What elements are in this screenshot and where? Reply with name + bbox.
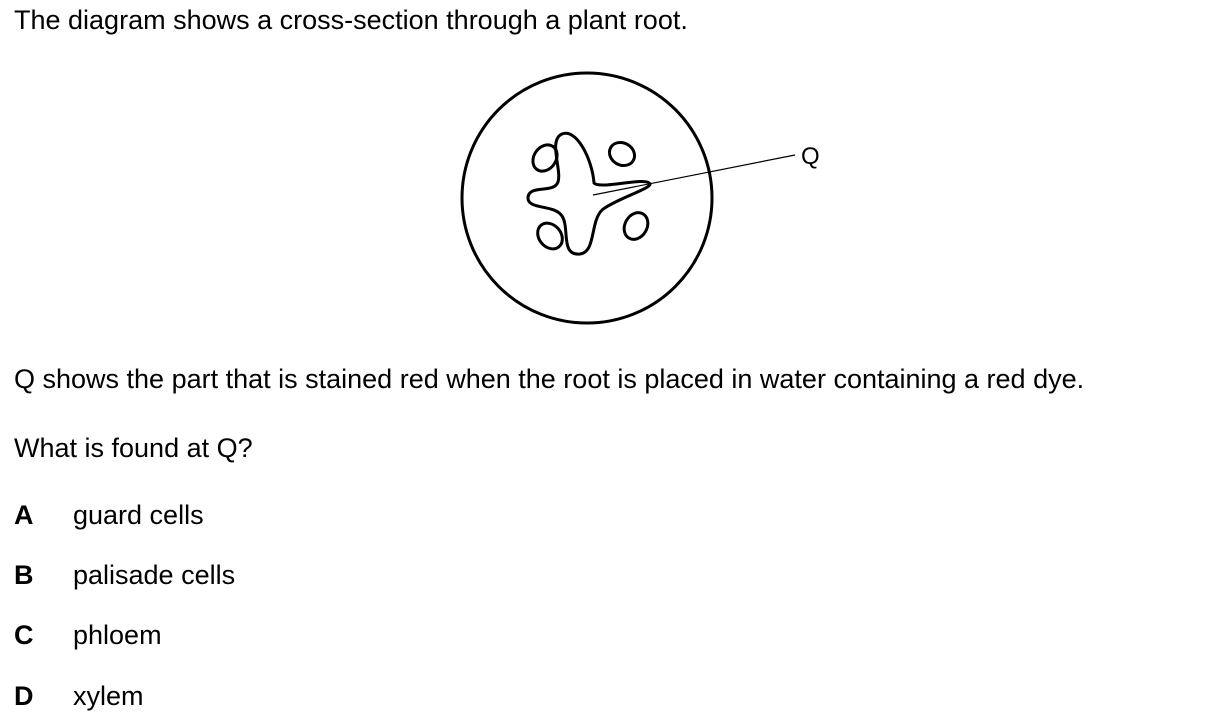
root-outline xyxy=(462,73,712,323)
question-stem: Q shows the part that is stained red when the root is placed in water containing a red dye. xyxy=(14,364,1085,394)
q-label: Q xyxy=(801,143,820,170)
option-text: phloem xyxy=(73,620,162,650)
option-letter: D xyxy=(14,681,34,711)
q-label-line xyxy=(593,155,795,195)
option-text: palisade cells xyxy=(73,560,236,590)
question-prompt: What is found at Q? xyxy=(14,433,253,463)
option-text: guard cells xyxy=(73,500,204,530)
root-cross-section-diagram xyxy=(440,60,840,340)
option-letter: B xyxy=(14,560,34,590)
phloem-patch-top-right xyxy=(605,138,639,170)
option-letter: A xyxy=(14,500,34,530)
phloem-patch-bottom-left xyxy=(533,218,568,254)
xylem-star-shape xyxy=(528,133,650,254)
phloem-patch-bottom-right xyxy=(619,208,652,243)
option-text: xylem xyxy=(73,681,144,711)
option-letter: C xyxy=(14,620,34,650)
question-intro: The diagram shows a cross-section through a plant root. xyxy=(14,5,688,35)
